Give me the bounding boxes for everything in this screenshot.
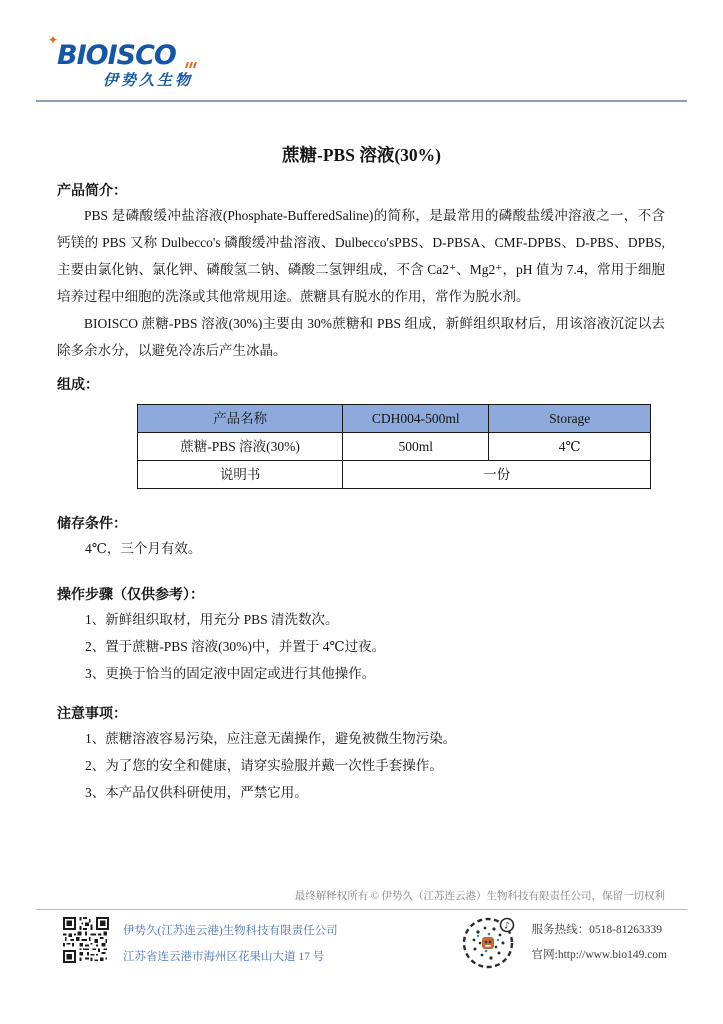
page-title: 蔗糖-PBS 溶液(30%) — [282, 145, 441, 165]
header-divider — [36, 100, 687, 102]
table-cell-volume: 500ml — [343, 433, 489, 461]
note-item-1: 1、蔗糖溶液容易污染，应注意无菌操作，避免被微生物污染。 — [85, 731, 457, 746]
footer-contact-block — [532, 917, 667, 968]
step-item-2: 2、置于蔗糖-PBS 溶液(30%)中，并置于 4℃过夜。 — [85, 639, 386, 654]
circular-qr-code-icon — [460, 914, 518, 972]
logo-subtext: 伊势久生物 — [103, 71, 194, 89]
section-heading-composition: 组成： — [57, 378, 99, 393]
table-header-storage: Storage — [489, 405, 651, 433]
footer-divider — [36, 909, 687, 910]
footer-right — [460, 917, 667, 972]
section-heading-steps: 操作步骤（仅供参考）： — [57, 588, 204, 603]
logo-sparkle-icon: ✦ — [48, 33, 59, 47]
page-footer — [63, 917, 667, 972]
svg-text:♪: ♪ — [503, 921, 510, 932]
company-logo — [48, 33, 194, 90]
logo-accent-marks-icon — [186, 62, 196, 68]
composition-table — [137, 404, 651, 489]
section-heading-notes: 注意事项： — [57, 707, 127, 722]
step-item-3: 3、更换于恰当的固定液中固定或进行其他操作。 — [85, 666, 376, 681]
footer-company-block — [123, 917, 338, 970]
table-header-row — [138, 405, 651, 433]
copyright-line: 最终解释权所有 © 伊势久（江苏连云港）生物科技有限责任公司，保留一切权利 — [294, 891, 665, 902]
footer-hotline: 服务热线：0518-81263339 — [531, 924, 662, 936]
storage-text: 4℃，三个月有效。 — [85, 541, 202, 556]
footer-company-address: 江苏省连云港市海州区花果山大道 17 号 — [123, 951, 325, 963]
section-heading-storage: 储存条件： — [57, 517, 127, 532]
page-header — [0, 0, 723, 90]
table-header-product-name: 产品名称 — [138, 405, 343, 433]
table-row — [138, 461, 651, 489]
document-body — [0, 182, 723, 806]
table-cell-product: 蔗糖-PBS 溶液(30%) — [138, 433, 343, 461]
intro-paragraph-1: PBS 是磷酸缓冲盐溶液(Phosphate-BufferedSaline)的简称，是最常用的磷酸盐缓冲溶液之一，不含钙镁的 PBS 又称 Dulbecco's 磷酸缓冲盐溶液、Dulbecco'sPBS、D-PBSA、CMF-DPBS、D-PBS、DPBS,主要由氯化钠、氯化钾、磷酸氢二钠、磷酸二氢钾组成，不含 Ca2⁺、Mg2⁺，pH 值为 7.4，常用于细胞培养过程中细胞的洗涤或其他常规用途。蔗糖具有脱水的作用，常作为脱水剂。 — [57, 208, 665, 304]
qr-code-icon — [63, 917, 109, 963]
note-item-3: 3、本产品仅供科研使用，严禁它用。 — [85, 785, 308, 800]
table-row — [138, 433, 651, 461]
note-item-2: 2、为了您的安全和健康，请穿实验服并戴一次性手套操作。 — [85, 758, 443, 773]
footer-left — [63, 917, 338, 970]
logo-brand-text: BIOISCO — [57, 40, 176, 71]
step-item-1: 1、新鲜组织取材，用充分 PBS 清洗数次。 — [85, 612, 339, 627]
table-cell-quantity: 一份 — [343, 461, 651, 489]
section-heading-intro: 产品简介： — [57, 184, 127, 199]
footer-company-name: 伊势久(江苏连云港)生物科技有限责任公司 — [123, 925, 338, 937]
table-header-catalog: CDH004-500ml — [343, 405, 489, 433]
table-cell-manual: 说明书 — [138, 461, 343, 489]
footer-website-link[interactable]: 官网:http://www.bio149.com — [531, 949, 667, 961]
table-cell-temp: 4℃ — [489, 433, 651, 461]
intro-paragraph-2: BIOISCO 蔗糖-PBS 溶液(30%)主要由 30%蔗糖和 PBS 组成，新鲜组织取材后，用该溶液沉淀以去除多余水分，以避免冷冻后产生冰晶。 — [57, 316, 665, 358]
